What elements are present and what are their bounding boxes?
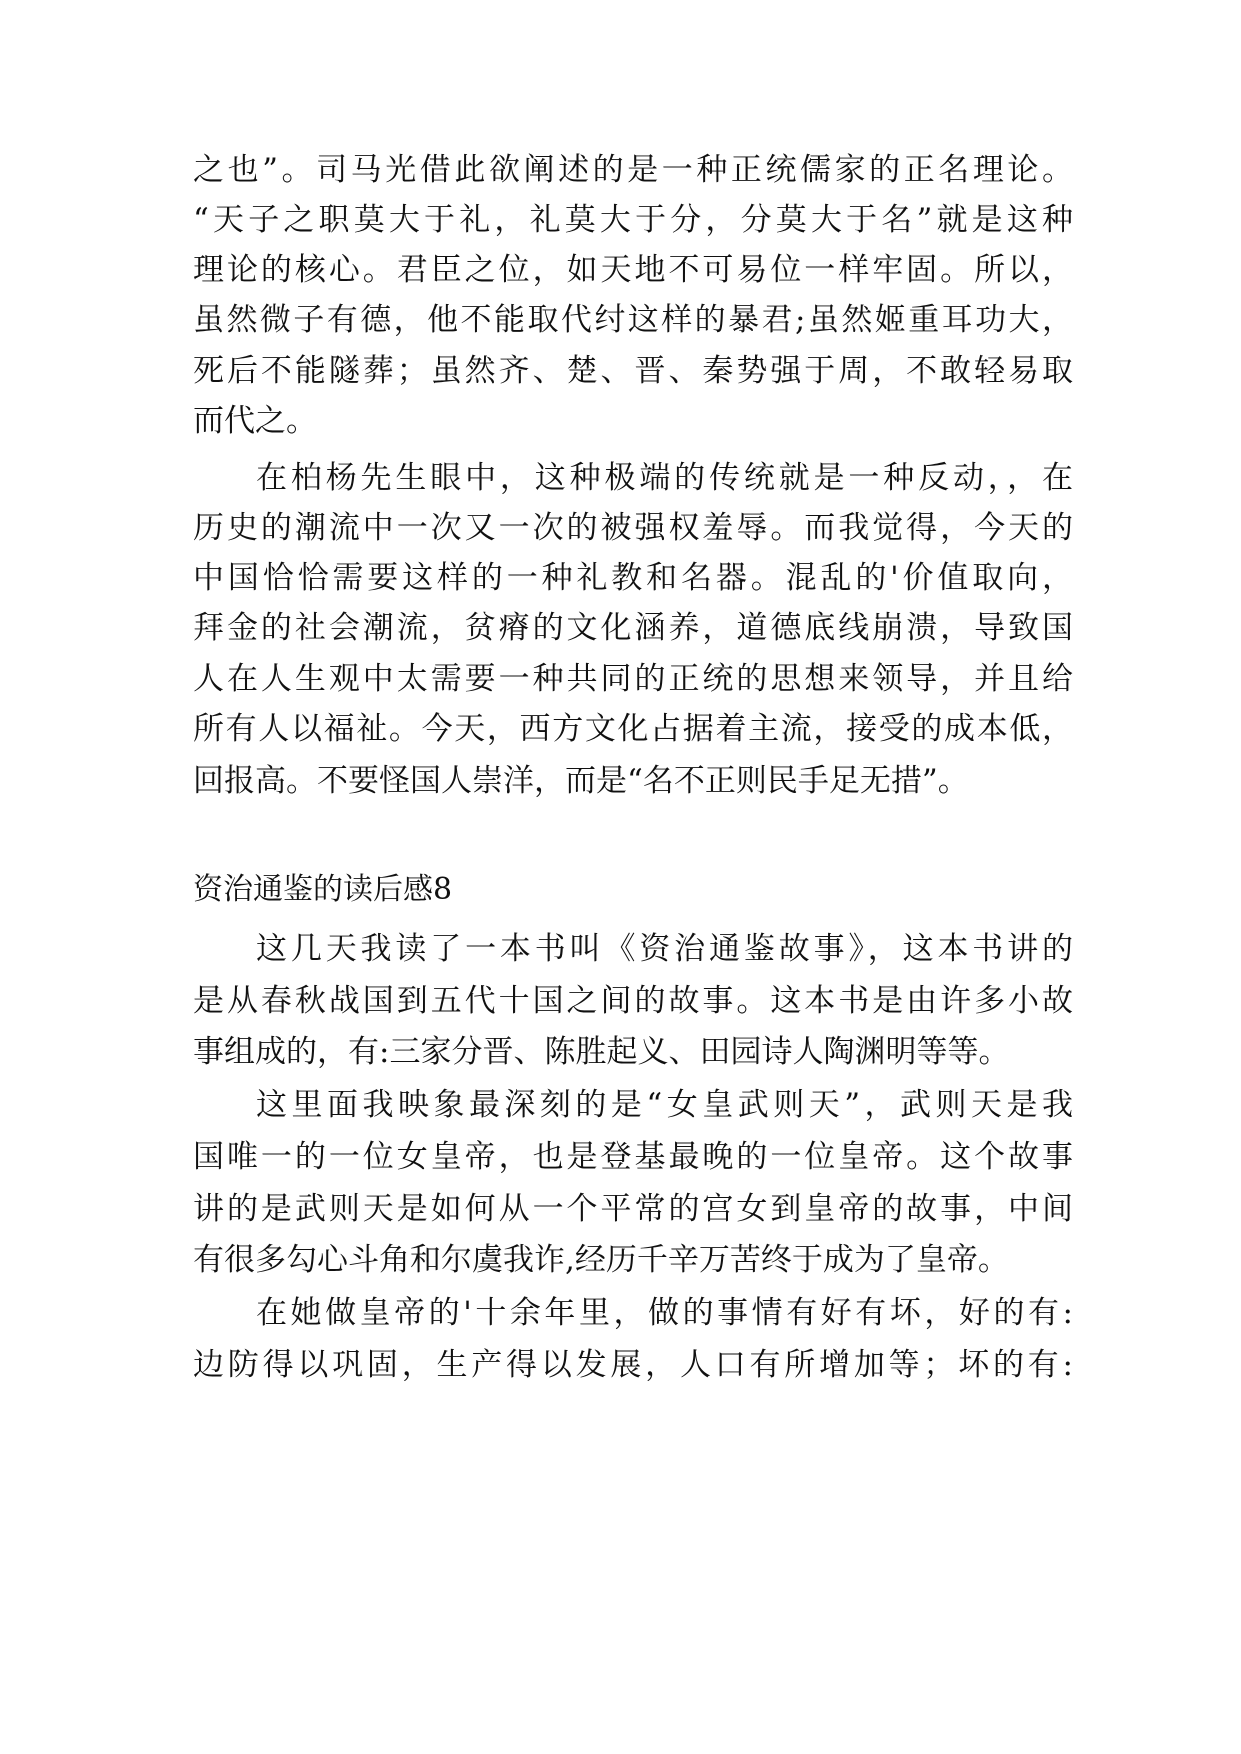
text-line: 理论的核心。君臣之位，如天地不可易位一样牢固。所以， <box>193 252 1073 288</box>
text-line: 死后不能隧葬；虽然齐、楚、晋、秦势强于周，不敢轻易取 <box>193 353 1073 389</box>
text-line: 这几天我读了一本书叫《资治通鉴故事》，这本书讲的 <box>256 931 1073 967</box>
section-heading: 资治通鉴的读后感8 <box>193 872 453 907</box>
text-line: 拜金的社会潮流，贫瘠的文化涵养，道德底线崩溃，导致国 <box>193 610 1073 646</box>
text-line: 是从春秋战国到五代十国之间的故事。这本书是由许多小故 <box>193 983 1073 1019</box>
text-line: 虽然微子有德，他不能取代纣这样的暴君;虽然姬重耳功大， <box>193 302 1073 338</box>
text-line: 在她做皇帝的'十余年里，做的事情有好有坏，好的有: <box>256 1295 1073 1331</box>
text-line: “天子之职莫大于礼，礼莫大于分，分莫大于名”就是这种 <box>193 202 1073 238</box>
text-line: 讲的是武则天是如何从一个平常的宫女到皇帝的故事，中间 <box>193 1191 1073 1227</box>
text-line: 边防得以巩固，生产得以发展，人口有所增加等；坏的有: <box>193 1347 1073 1383</box>
text-line: 而代之。 <box>193 403 317 439</box>
text-line: 中国恰恰需要这样的一种礼教和名器。混乱的'价值取向， <box>193 560 1073 596</box>
text-line: 人在人生观中太需要一种共同的正统的思想来领导，并且给 <box>193 661 1073 697</box>
text-line: 回报高。不要怪国人崇洋，而是“名不正则民手足无措”。 <box>193 763 969 799</box>
text-line: 有很多勾心斗角和尔虞我诈,经历千辛万苦终于成为了皇帝。 <box>193 1242 1009 1278</box>
text-line: 历史的潮流中一次又一次的被强权羞辱。而我觉得，今天的 <box>193 510 1073 546</box>
text-line: 事组成的，有:三家分晋、陈胜起义、田园诗人陶渊明等等。 <box>193 1034 1010 1070</box>
text-line: 这里面我映象最深刻的是“女皇武则天”，武则天是我 <box>256 1087 1073 1123</box>
text-line: 国唯一的一位女皇帝，也是登基最晚的一位皇帝。这个故事 <box>193 1139 1073 1175</box>
text-line: 之也”。司马光借此欲阐述的是一种正统儒家的正名理论。 <box>193 152 1073 188</box>
text-line: 在柏杨先生眼中，这种极端的传统就是一种反动，，在 <box>256 460 1073 496</box>
text-line: 所有人以福祉。今天，西方文化占据着主流，接受的成本低， <box>193 711 1073 747</box>
